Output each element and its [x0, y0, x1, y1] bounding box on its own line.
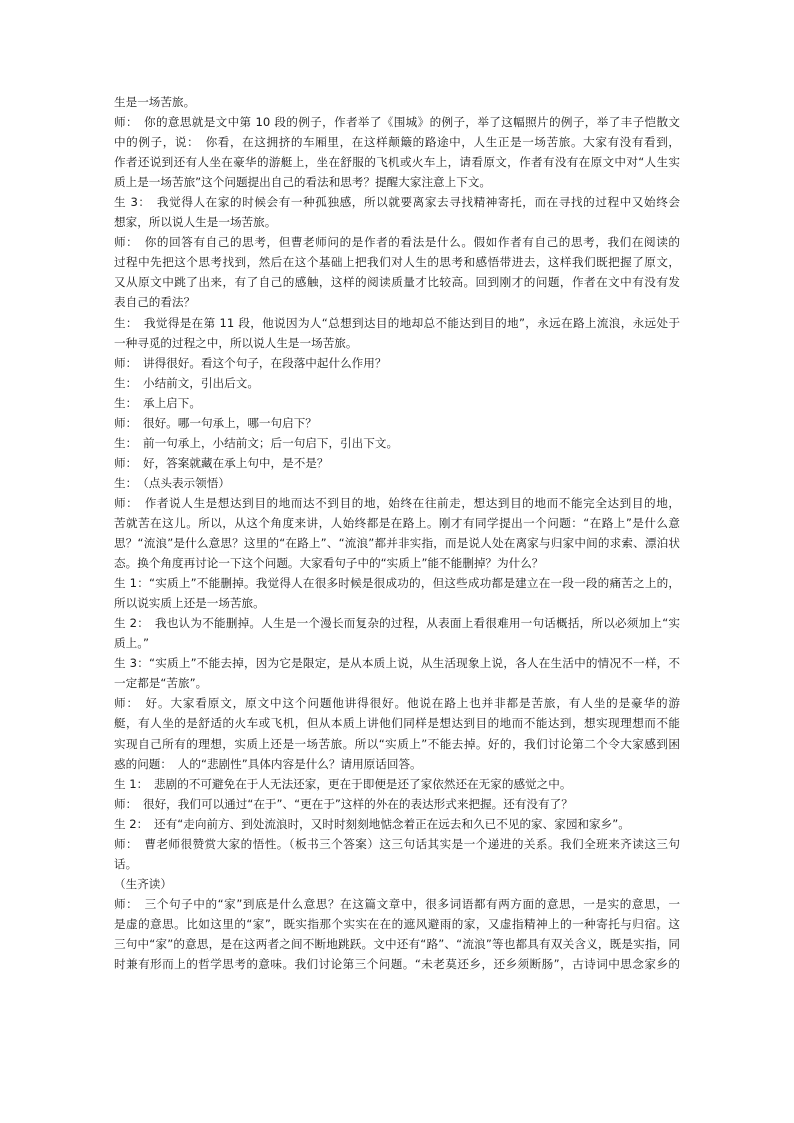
text-line: 想家，所以说人生是一场苦旅。: [114, 215, 277, 230]
text-line: 所以说实质上还是一场苦旅。: [114, 596, 265, 611]
text-line: 艇，有人坐的是舒适的火车或飞机，但从本质上讲他们同样是想达到目的地而不能达到，想实现理想而不能: [114, 716, 680, 731]
text-line: 三句中“家”的意思，是在这两者之间不断地跳跃。文中还有“路”、“流浪”等也都具有双关含义，既是实指，同: [114, 936, 680, 951]
text-line: 态。换个角度再讨论一下这个问题。大家看句子中的“实质上”能不能删掉？为什么？: [114, 556, 544, 571]
text-line: 师： 作者说人生是想达到目的地而达不到目的地，始终在往前走，想达到目的地而不能完全达到目的地，: [114, 495, 680, 510]
text-line: （生齐读）: [114, 876, 172, 891]
text-line: 质上是一场苦旅”这个问题提出自己的看法和思考？提醒大家注意上下文。: [114, 175, 492, 190]
text-line: 一种寻觅的过程之中，所以说人生是一场苦旅。: [114, 335, 358, 350]
text-line: 生 1： 悲剧的不可避免在于人无法还家，更在于即便是还了家依然还在无家的感觉之中。: [114, 776, 572, 791]
text-line: 生 2： 还有“走向前方、到处流浪时，又时时刻刻地惦念着正在远去和久已不见的家、家园和家乡”。: [114, 816, 630, 831]
text-line: 生是一场苦旅。: [114, 95, 196, 109]
text-line: 生： 前一句承上，小结前文；后一句启下，引出下文。: [114, 435, 399, 450]
text-line: 师： 曹老师很赞赏大家的悟性。（板书三个答案）这三句话其实是一个递进的关系。我们全班来齐读这三句: [114, 836, 680, 851]
text-line: 中的例子，说： 你看，在这拥挤的车厢里，在这样颠簸的路途中，人生正是一场苦旅。大家有没有看到，: [114, 135, 680, 150]
text-line: 话。: [114, 856, 138, 871]
text-line: 师： 三个句子中的“家”到底是什么意思？在这篇文章中，很多词语都有两方面的意思，一是实的意思，一: [114, 896, 680, 911]
text-line: 师： 你的回答有自己的思考，但曹老师问的是作者的看法是什么。假如作者有自己的思考，我们在阅读的: [114, 235, 680, 250]
text-line: 生： 承上启下。: [114, 395, 201, 410]
text-line: 苦就苦在这儿。所以，从这个角度来讲，人始终都是在路上。刚才有同学提出一个问题：“在路上”是什么意: [114, 515, 680, 530]
text-line: 生 2： 我也认为不能删掉。人生是一个漫长而复杂的过程，从表面上看很难用一句话概括，所以必须加上“实: [114, 616, 680, 631]
text-line: 生 1：“实质上”不能删掉。我觉得人在很多时候是很成功的，但这些成功都是建立在一段一段的痛苦之上的，: [114, 576, 680, 591]
text-line: 师： 好。大家看原文，原文中这个问题他讲得很好。他说在路上也并非都是苦旅，有人坐的是豪华的游: [114, 696, 680, 711]
text-line: 又从原文中跳了出来，有了自己的感触，这样的阅读质量才比较高。回到刚才的问题，作者在文中有没有发: [114, 275, 680, 290]
text-line: 时兼有形而上的哲学思考的意味。我们讨论第三个问题。“未老莫还乡，还乡须断肠”，古诗词中思念家乡的: [114, 957, 680, 972]
text-line: 作者还说到还有人坐在豪华的游艇上，坐在舒服的飞机或火车上，请看原文，作者有没有在原文中对“人生实: [114, 155, 680, 170]
text-line: 一定都是“苦旅”。: [114, 676, 208, 691]
text-line: 生 3： 我觉得人在家的时候会有一种孤独感，所以就要离家去寻找精神寄托，而在寻找的过程中又始终会: [114, 195, 680, 210]
text-line: 生： 我觉得是在第 11 段，他说因为人“总想到达目的地却总不能达到目的地”，永远在路上流浪，永远处于: [114, 315, 680, 330]
text-line: 惑的问题： 人的“悲剧性”具体内容是什么？请用原话回答。: [114, 756, 422, 771]
text-line: 思？“流浪”是什么意思？这里的“在路上”、“流浪”都并非实指，而是说人处在离家与归家中间的求索、漂泊状: [114, 536, 680, 551]
document-body: [114, 92, 680, 974]
text-line: 过程中先把这个思考找到，然后在这个基础上把我们对人生的思考和感悟带进去，这样我们既把握了原文，: [114, 255, 680, 270]
text-line: 质上。”: [114, 636, 149, 651]
text-line: 表自己的看法？: [114, 295, 196, 310]
text-line: 生 3：“实质上”不能去掉，因为它是限定，是从本质上说，从生活现象上说，各人在生活中的情况不一样，不: [114, 656, 680, 671]
text-line: 师： 很好。哪一句承上，哪一句启下？: [114, 415, 317, 430]
text-line: 生： （点头表示领悟）: [114, 475, 230, 490]
text-line: 师： 讲得很好。看这个句子，在段落中起什么作用？: [114, 355, 387, 370]
text-line: 是虚的意思。比如这里的“家”，既实指那个实实在在的遮风避雨的家，又虚指精神上的一种寄托与归宿。这: [114, 916, 680, 931]
text-line: 生： 小结前文，引出后文。: [114, 375, 259, 390]
text-line: 师： 很好，我们可以通过“在于”、“更在于”这样的外在的表达形式来把握。还有没有了？: [114, 796, 573, 811]
text-line: 师： 你的意思就是文中第 10 段的例子，作者举了《围城》的例子，举了这幅照片的例子，举了丰子恺散文: [114, 115, 680, 130]
text-line: 实现自己所有的理想，实质上还是一场苦旅。所以“实质上”不能去掉。好的，我们讨论第二个令大家感到困: [114, 736, 680, 751]
text-line: 师： 好，答案就藏在承上句中，是不是？: [114, 455, 329, 470]
